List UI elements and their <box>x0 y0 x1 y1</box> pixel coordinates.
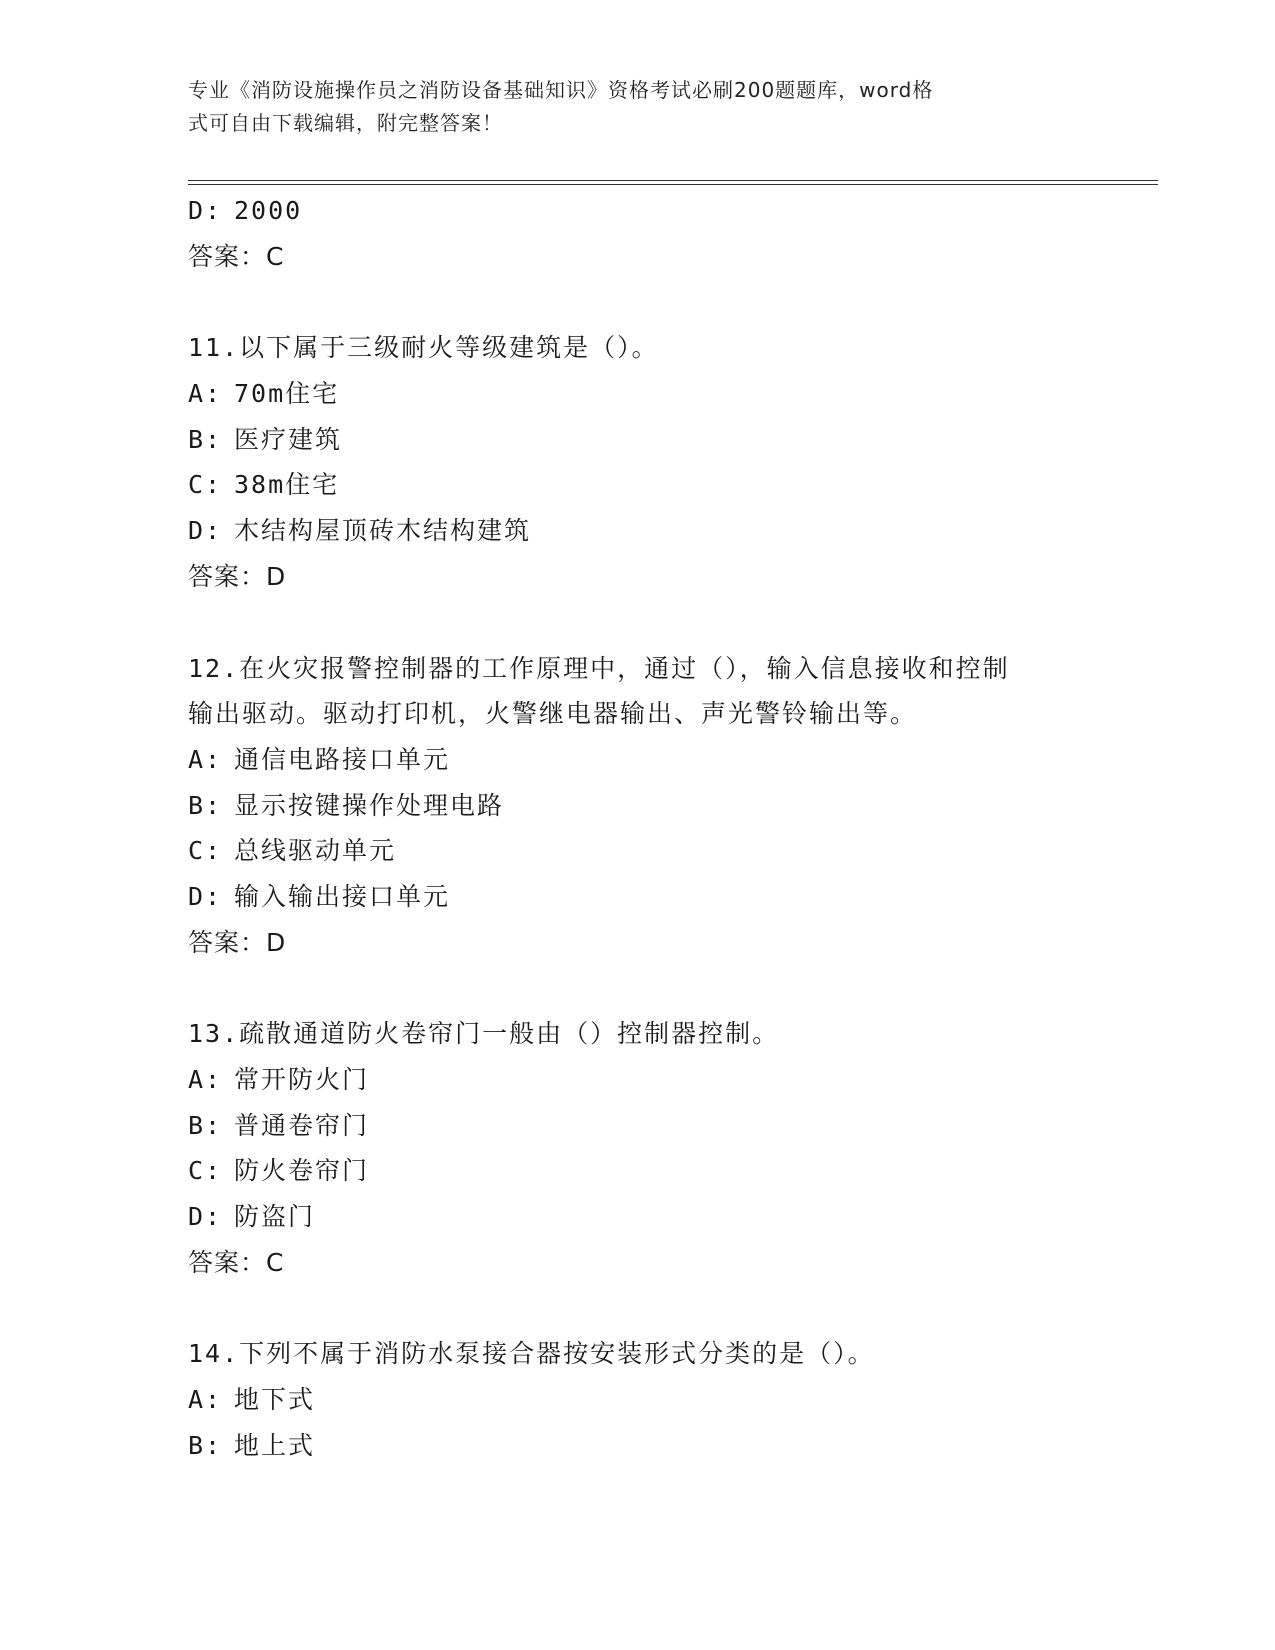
option-key: C: <box>188 470 223 500</box>
option-key: A: <box>188 744 223 774</box>
option-b <box>188 783 1088 829</box>
option-d <box>188 1194 1088 1240</box>
answer: 答案：C <box>188 1247 285 1277</box>
option-c <box>188 828 1088 874</box>
option-text: 总线驱动单元 <box>234 836 397 866</box>
option-text: 防火卷帘门 <box>234 1156 370 1186</box>
header-divider-bottom <box>188 184 1158 185</box>
option-text: 防盗门 <box>234 1202 316 1232</box>
option-text: 普通卷帘门 <box>234 1110 370 1140</box>
option-key: A: <box>188 379 223 409</box>
option-d <box>188 188 1088 234</box>
option-key: C: <box>188 836 223 866</box>
option-text: 2000 <box>234 196 303 225</box>
question-13 <box>188 1011 1088 1285</box>
option-c <box>188 1148 1088 1194</box>
option-key: B: <box>188 424 223 454</box>
question-text: 13.疏散通道防火卷帘门一般由（）控制器控制。 <box>188 1019 780 1049</box>
question-list <box>188 188 1088 1469</box>
header-line-1: 专业《消防设施操作员之消防设备基础知识》资格考试必刷200题题库，word格 <box>188 78 934 102</box>
option-d <box>188 508 1088 554</box>
question-12 <box>188 646 1088 966</box>
option-text: 木结构屋顶砖木结构建筑 <box>234 516 532 546</box>
option-key: B: <box>188 1430 223 1460</box>
answer: 答案：D <box>188 561 287 591</box>
option-key: B: <box>188 790 223 820</box>
option-a <box>188 1057 1088 1103</box>
option-key: B: <box>188 1110 223 1140</box>
option-key: A: <box>188 1065 223 1094</box>
option-key: C: <box>188 1156 223 1186</box>
option-key: A: <box>188 1385 223 1415</box>
option-text: 医疗建筑 <box>234 424 343 454</box>
option-d <box>188 874 1088 920</box>
option-b <box>188 1423 1088 1469</box>
option-a <box>188 737 1088 783</box>
header-line-2: 式可自由下载编辑，附完整答案！ <box>188 111 503 135</box>
question-11 <box>188 325 1088 599</box>
option-key: D: <box>188 516 223 546</box>
option-text: 地上式 <box>234 1430 316 1460</box>
question-text: 14.下列不属于消防水泵接合器按安装形式分类的是（）。 <box>188 1339 875 1369</box>
header-divider-top <box>188 180 1158 181</box>
question-text-line-1: 12.在火灾报警控制器的工作原理中，通过（），输入信息接收和控制 <box>188 653 1010 683</box>
option-b <box>188 1103 1088 1149</box>
option-b <box>188 417 1088 463</box>
question-14 <box>188 1331 1088 1468</box>
document-header <box>188 74 1088 140</box>
option-key: D: <box>188 881 223 911</box>
option-a <box>188 371 1088 417</box>
option-text: 显示按键操作处理电路 <box>234 790 505 820</box>
option-text: 常开防火门 <box>234 1065 370 1094</box>
option-text: 70m住宅 <box>234 379 340 409</box>
option-text: 38m住宅 <box>234 470 340 500</box>
answer: 答案：C <box>188 241 285 271</box>
option-key: D: <box>188 1202 223 1232</box>
option-text: 通信电路接口单元 <box>234 744 451 774</box>
question-text: 11.以下属于三级耐火等级建筑是（）。 <box>188 333 659 363</box>
question-text-line-2: 输出驱动。驱动打印机，火警继电器输出、声光警铃输出等。 <box>188 699 918 729</box>
option-a <box>188 1377 1088 1423</box>
option-text: 地下式 <box>234 1385 316 1415</box>
option-text: 输入输出接口单元 <box>234 881 451 911</box>
option-key: D: <box>188 196 223 225</box>
option-c <box>188 462 1088 508</box>
answer: 答案：D <box>188 927 287 957</box>
